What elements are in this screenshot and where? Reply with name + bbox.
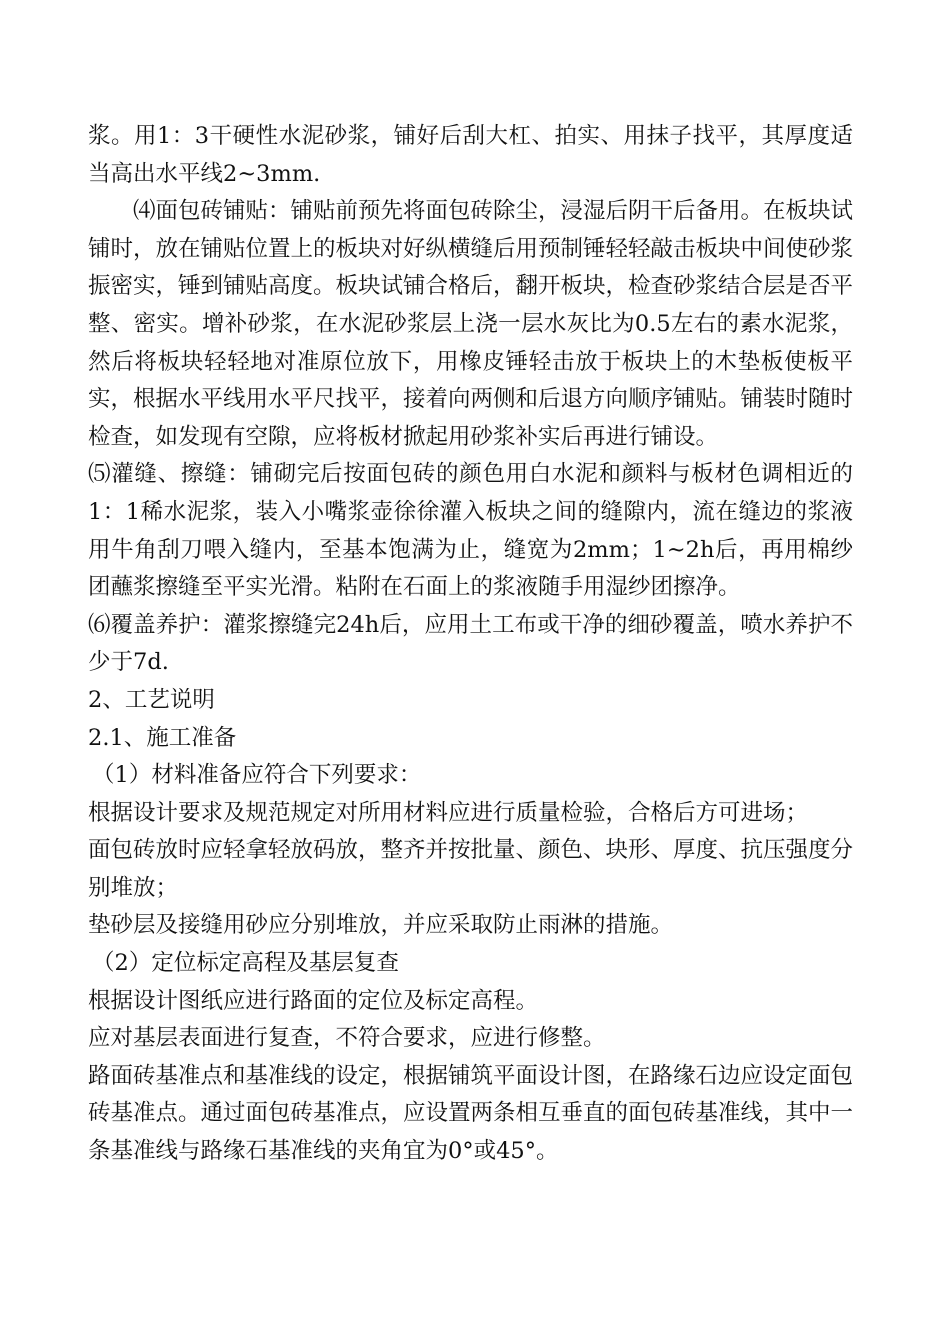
paragraph-material-inspection: 根据设计要求及规范规定对所用材料应进行质量检验，合格后方可进场； <box>88 799 809 826</box>
paragraph-sand-storage: 垫砂层及接缝用砂应分别堆放，并应采取防止雨淋的措施。 <box>88 912 674 939</box>
section-heading-process: 2、工艺说明 <box>88 686 215 713</box>
document-body <box>88 118 853 1171</box>
paragraph-paving: ⑷面包砖铺贴：铺贴前预先将面包砖除尘，浸湿后阴干后备用。在板块试铺时，放在铺贴位置上的板块对好纵横缝后用预制锤轻轻敲击板块中间使砂浆振密实，锤到铺贴高度。板块试铺合格后，翻开板块，检查砂浆结合层是否平整、密实。增补砂浆，在水泥砂浆层上浇一层水灰比为0.5左右的素水泥浆，然后将板块轻轻地对准原位放下，用橡皮锤轻击放于板块上的木垫板使板平实，根据水平线用水平尺找平，接着向两侧和后退方向顺序铺贴。铺装时随时检查，如发现有空隙，应将板材掀起用砂浆补实后再进行铺设。 <box>88 198 854 450</box>
subheading-positioning: （2）定位标定高程及基层复查 <box>92 950 399 977</box>
paragraph-material-stacking: 面包砖放时应轻拿轻放码放，整齐并按批量、颜色、块形、厚度、抗压强度分别堆放； <box>88 837 854 901</box>
section-heading-preparation: 2.1、施工准备 <box>88 724 237 751</box>
paragraph-curing: ⑹覆盖养护：灌浆擦缝完24h后，应用土工布或干净的细砂覆盖，喷水养护不少于7d. <box>88 611 853 676</box>
paragraph-reference-lines: 路面砖基准点和基准线的设定，根据铺筑平面设计图，在路缘石边应设定面包砖基准点。通过面包砖基准点，应设置两条相互垂直的面包砖基准线，其中一条基准线与路缘石基准线的夹角宜为0°或45°。 <box>88 1062 854 1165</box>
paragraph-positioning: 根据设计图纸应进行路面的定位及标定高程。 <box>88 987 539 1014</box>
paragraph-grouting: ⑸灌缝、擦缝：铺砌完后按面包砖的颜色用白水泥和颜料与板材色调相近的1：1稀水泥浆，装入小嘴浆壶徐徐灌入板块之间的缝隙内，流在缝边的浆液用牛角刮刀喂入缝内，至基本饱满为止，缝宽为2mm；1~2h后，再用棉纱团蘸浆擦缝至平实光滑。粘附在石面上的浆液随手用湿纱团擦净。 <box>88 461 853 601</box>
subheading-materials: （1）材料准备应符合下列要求： <box>92 762 422 789</box>
paragraph-mortar: 浆。用1：3干硬性水泥砂浆，铺好后刮大杠、拍实、用抹子找平，其厚度适当高出水平线2~3mm. <box>88 123 853 187</box>
paragraph-base-check: 应对基层表面进行复查，不符合要求，应进行修整。 <box>88 1025 606 1052</box>
